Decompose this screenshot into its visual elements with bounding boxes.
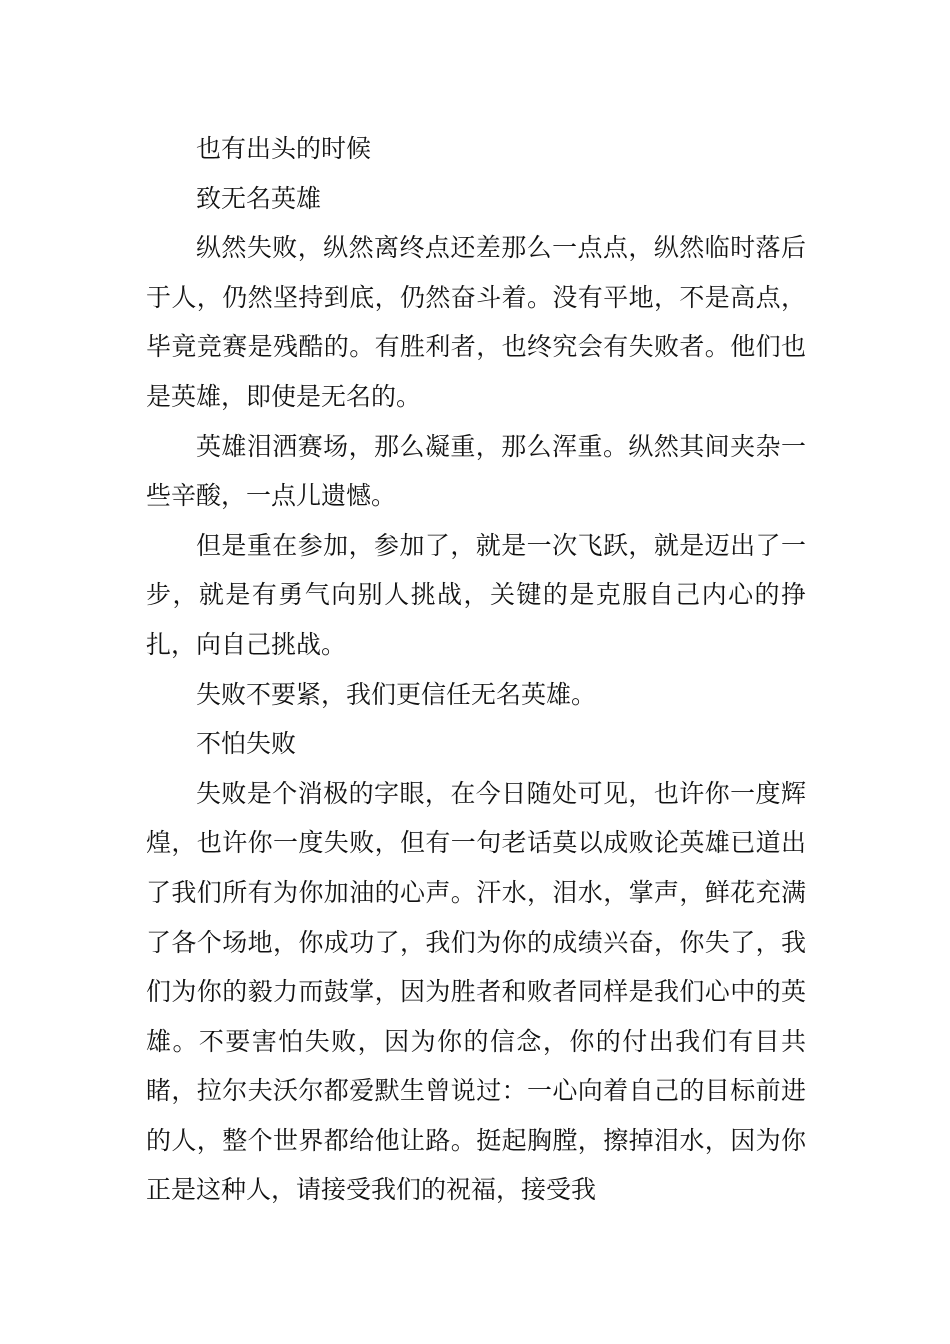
section-title: 致无名英雄 — [196, 183, 322, 213]
paragraph: 失败不要紧，我们更信任无名英雄。 — [196, 679, 597, 709]
section-title: 也有出头的时候 — [196, 134, 372, 163]
paragraph: 英雄泪洒赛场，那么凝重，那么浑重。纵然其间夹杂一些辛酸，一点儿遗憾。 — [146, 431, 806, 511]
section-title: 不怕失败 — [196, 729, 297, 759]
paragraph: 失败是个消极的字眼，在今日随处可见，也许你一度辉煌，也许你一度失败，但有一句老话莫以成败论英雄已道出了我们所有为你加油的心声。汗水，泪水，掌声，鲜花充满了各个场地，你成功了，我们为你的成绩兴奋，你失了，我们为你的毅力而鼓掌，因为胜者和败者同样是我们心中的英雄。不要害怕失败，因为你的信念，你的付出我们有目共睹，拉尔夫沃尔都爱默生曾说过：一心向着自己的目标前进的人，整个世界都给他让路。挺起胸膛，擦掉泪水，因为你正是这种人，请接受我们的祝福，接受我 — [146, 778, 806, 1205]
paragraph: 纵然失败，纵然离终点还差那么一点点，纵然临时落后于人，仍然坚持到底，仍然奋斗着。没有平地，不是高点，毕竟竞赛是残酷的。有胜利者，也终究会有失败者。他们也是英雄，即使是无名的。 — [146, 233, 806, 411]
document-body — [146, 124, 806, 1215]
paragraph: 但是重在参加，参加了，就是一次飞跃，就是迈出了一步，就是有勇气向别人挑战，关键的是克服自己内心的挣扎，向自己挑战。 — [146, 530, 806, 659]
